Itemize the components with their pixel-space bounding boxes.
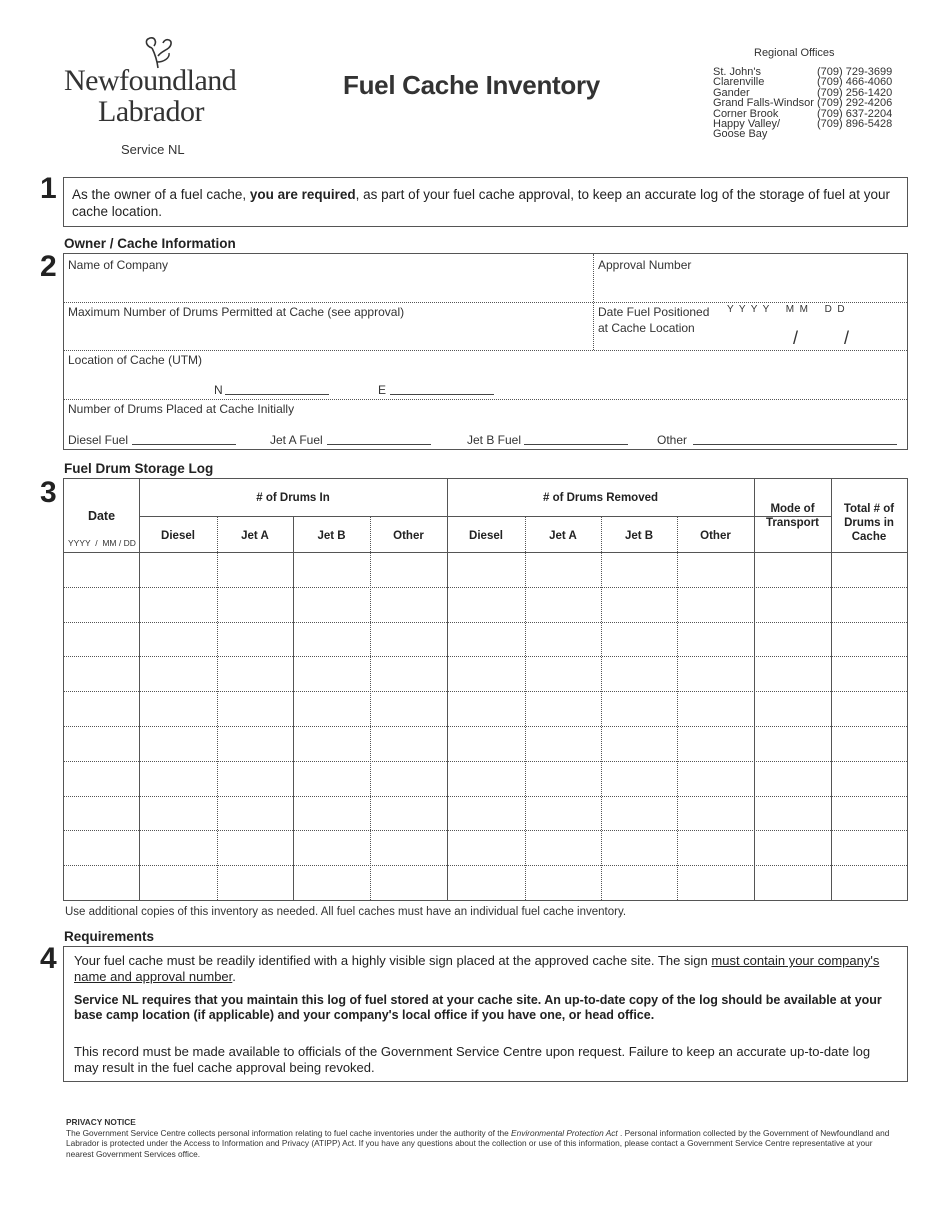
office-phone: (709) 896-5428 <box>817 118 893 130</box>
log-cell[interactable] <box>449 763 523 794</box>
requirement-sign-text: Your fuel cache must be readily identified with a highly visible sign placed at the approved cache site. The sign <box>74 953 712 968</box>
log-cell[interactable] <box>141 763 215 794</box>
log-cell[interactable] <box>449 728 523 759</box>
regional-offices-title: Regional Offices <box>754 47 835 59</box>
drums-in-subheader: Diesel <box>161 530 195 542</box>
jet-b-fuel-label: Jet B Fuel <box>467 433 522 447</box>
section-number-3: 3 <box>40 476 57 509</box>
divider <box>754 479 755 900</box>
log-cell[interactable] <box>372 728 445 759</box>
privacy-act: Environmental Protection Act <box>511 1127 618 1138</box>
log-cell[interactable] <box>679 658 752 689</box>
office-name: Gander <box>713 86 750 99</box>
divider <box>677 516 678 900</box>
log-cell[interactable] <box>66 624 137 655</box>
log-cell[interactable] <box>527 728 599 759</box>
office-name: Clarenville <box>713 76 765 89</box>
max-drums-label: Maximum Number of Drums Permitted at Cache (see approval) <box>68 305 405 319</box>
log-cell[interactable] <box>449 624 523 655</box>
log-cell[interactable] <box>141 832 215 863</box>
log-cell[interactable] <box>756 728 829 759</box>
log-cell[interactable] <box>833 589 905 620</box>
drums-in-header: # of Drums In <box>256 492 330 504</box>
row-divider <box>64 865 907 866</box>
log-cell[interactable] <box>679 798 752 829</box>
log-cell[interactable] <box>603 832 675 863</box>
office-phone: (709) 729-3699 <box>817 66 893 78</box>
log-cell[interactable] <box>603 728 675 759</box>
privacy-title: PRIVACY NOTICE <box>66 1117 136 1127</box>
company-name-label: Name of Company <box>68 258 169 272</box>
log-cell[interactable] <box>603 589 675 620</box>
drums-removed-subheader: Other <box>700 530 731 542</box>
company-name-field[interactable] <box>66 272 590 300</box>
date-slash-1: / <box>793 328 799 348</box>
date-header: Date <box>87 509 116 523</box>
logo-line-2: Labrador <box>98 95 204 128</box>
log-cell[interactable] <box>833 693 905 724</box>
log-cell[interactable] <box>756 693 829 724</box>
log-cell[interactable] <box>295 693 368 724</box>
privacy-text-before: The Government Service Centre collects personal information relating to fuel cache inventories under the authority of the <box>66 1127 512 1138</box>
requirement-log-bold: Service NL requires that you maintain this log of fuel stored at your cache site. An up-to-date copy of the log should be available at your base camp location (if applicable) and your company's local office if you have one, or head office. <box>74 993 882 1022</box>
office-name: St. John's <box>713 66 761 78</box>
log-cell[interactable] <box>833 554 905 585</box>
log-cell[interactable] <box>372 624 445 655</box>
drums-removed-subheader: Diesel <box>469 530 503 542</box>
divider <box>64 350 907 351</box>
log-cell[interactable] <box>527 763 599 794</box>
intro-text-before: As the owner of a fuel cache, <box>72 187 250 202</box>
logo-line-1: Newfoundland <box>64 64 237 97</box>
log-cell[interactable] <box>527 798 599 829</box>
section-number-2: 2 <box>40 250 57 283</box>
log-cell[interactable] <box>66 798 137 829</box>
log-cell[interactable] <box>66 867 137 898</box>
jet-a-fuel-field[interactable] <box>327 444 431 445</box>
log-cell[interactable] <box>372 658 445 689</box>
log-cell[interactable] <box>833 867 905 898</box>
date-fuel-field[interactable] <box>724 318 904 348</box>
jet-a-fuel-label: Jet A Fuel <box>270 433 323 447</box>
log-cell[interactable] <box>372 798 445 829</box>
northing-label: N <box>214 383 223 397</box>
row-divider <box>64 796 907 797</box>
log-cell[interactable] <box>141 554 215 585</box>
page-title: Fuel Cache Inventory <box>343 70 600 100</box>
log-cell[interactable] <box>449 798 523 829</box>
log-cell[interactable] <box>141 728 215 759</box>
divider <box>64 399 907 400</box>
office-name: Corner Brook <box>713 107 779 120</box>
date-format-header: YYYY / MM / DD <box>68 538 136 548</box>
section-number-4: 4 <box>40 942 57 975</box>
privacy-text-after: . Personal information collected by the Government of Newfoundland and Labrador is protected under the Access to Information and Privacy (ATIPP) Act. If you have any questions about the collection or use of this information, please contact a Government Service Centre representative at your nearest Government Services office. <box>66 1127 890 1159</box>
divider <box>525 516 526 900</box>
log-cell[interactable] <box>449 832 523 863</box>
log-cell[interactable] <box>141 693 215 724</box>
mode-of-transport-header: Mode of Transport <box>765 503 820 529</box>
log-cell[interactable] <box>603 798 675 829</box>
log-cell[interactable] <box>66 728 137 759</box>
divider <box>217 516 218 900</box>
easting-label: E <box>378 383 387 397</box>
service-nl-label: Service NL <box>121 142 185 157</box>
row-divider <box>64 656 907 657</box>
log-cell[interactable] <box>66 554 137 585</box>
office-name: Goose Bay <box>713 128 768 141</box>
log-cell[interactable] <box>603 658 675 689</box>
log-cell[interactable] <box>603 693 675 724</box>
owner-cache-form <box>63 253 908 450</box>
log-cell[interactable] <box>295 798 368 829</box>
divider <box>64 552 907 553</box>
log-cell[interactable] <box>449 589 523 620</box>
row-divider <box>64 830 907 831</box>
log-cell[interactable] <box>833 798 905 829</box>
requirements-title: Requirements <box>64 929 155 944</box>
log-cell[interactable] <box>219 624 291 655</box>
date-fuel-label-2: at Cache Location <box>598 321 695 335</box>
log-cell[interactable] <box>66 693 137 724</box>
intro-text-bold: you are required <box>249 187 356 202</box>
log-cell[interactable] <box>527 589 599 620</box>
log-cell[interactable] <box>756 798 829 829</box>
log-cell[interactable] <box>141 658 215 689</box>
approval-number-field[interactable] <box>596 272 904 300</box>
divider <box>601 516 602 900</box>
log-cell[interactable] <box>141 589 215 620</box>
approval-number-label: Approval Number <box>598 258 692 272</box>
drums-removed-subheader: Jet B <box>624 530 654 542</box>
divider <box>370 516 371 900</box>
divider <box>64 302 907 303</box>
owner-cache-title: Owner / Cache Information <box>64 236 236 251</box>
storage-log-title: Fuel Drum Storage Log <box>64 461 214 476</box>
date-slash-2: / <box>844 328 850 348</box>
log-cell[interactable] <box>141 798 215 829</box>
log-cell[interactable] <box>679 554 752 585</box>
log-cell[interactable] <box>219 554 291 585</box>
log-cell[interactable] <box>219 763 291 794</box>
log-cell[interactable] <box>527 867 599 898</box>
log-cell[interactable] <box>295 867 368 898</box>
log-cell[interactable] <box>756 554 829 585</box>
log-cell[interactable] <box>449 658 523 689</box>
log-cell[interactable] <box>66 658 137 689</box>
log-cell[interactable] <box>219 589 291 620</box>
log-cell[interactable] <box>679 763 752 794</box>
log-cell[interactable] <box>679 589 752 620</box>
log-cell[interactable] <box>66 832 137 863</box>
row-divider <box>64 587 907 588</box>
fuel-drum-log-table <box>63 478 908 901</box>
office-phone: (709) 637-2204 <box>817 107 893 120</box>
log-cell[interactable] <box>372 693 445 724</box>
other-fuel-field[interactable] <box>693 444 897 445</box>
diesel-fuel-field[interactable] <box>132 444 236 445</box>
log-cell[interactable] <box>603 763 675 794</box>
log-cell[interactable] <box>527 624 599 655</box>
northing-field[interactable] <box>225 394 329 395</box>
date-fuel-label-1: Date Fuel Positioned <box>598 305 710 319</box>
office-name: Happy Valley/ <box>713 118 781 130</box>
drums-removed-header: # of Drums Removed <box>542 492 659 504</box>
diesel-fuel-label: Diesel Fuel <box>68 433 129 447</box>
log-cell[interactable] <box>372 763 445 794</box>
log-cell[interactable] <box>219 832 291 863</box>
log-cell[interactable] <box>66 589 137 620</box>
row-divider <box>64 691 907 692</box>
requirement-availability: This record must be made available to officials of the Government Service Centre upon request. Failure to keep an accurate up-to-date log may result in the fuel cache approval being revoked. <box>74 1044 871 1075</box>
requirement-sign <box>74 953 897 985</box>
log-cell[interactable] <box>679 867 752 898</box>
row-divider <box>64 761 907 762</box>
max-drums-field[interactable] <box>66 320 590 348</box>
log-cell[interactable] <box>372 589 445 620</box>
log-cell[interactable] <box>219 728 291 759</box>
log-cell[interactable] <box>66 763 137 794</box>
log-cell[interactable] <box>219 798 291 829</box>
location-label: Location of Cache (UTM) <box>68 353 203 367</box>
log-cell[interactable] <box>295 589 368 620</box>
log-cell[interactable] <box>295 763 368 794</box>
log-cell[interactable] <box>756 763 829 794</box>
log-cell[interactable] <box>219 693 291 724</box>
log-cell[interactable] <box>449 867 523 898</box>
divider <box>139 516 831 517</box>
log-cell[interactable] <box>679 624 752 655</box>
log-cell[interactable] <box>527 658 599 689</box>
requirement-sign-underline: must contain your company's name and approval number <box>74 953 880 984</box>
log-cell[interactable] <box>756 658 829 689</box>
log-cell[interactable] <box>219 658 291 689</box>
log-cell[interactable] <box>527 693 599 724</box>
divider <box>293 516 294 900</box>
log-cell[interactable] <box>141 867 215 898</box>
log-cell[interactable] <box>372 867 445 898</box>
log-cell[interactable] <box>833 658 905 689</box>
jet-b-fuel-field[interactable] <box>524 444 628 445</box>
requirement-sign-end: . <box>232 969 236 984</box>
drums-initially-label: Number of Drums Placed at Cache Initially <box>68 402 295 416</box>
log-cell[interactable] <box>449 693 523 724</box>
total-in-cache-header: Total # of Drums in Cache <box>843 503 895 543</box>
log-cell[interactable] <box>756 589 829 620</box>
log-cell[interactable] <box>372 554 445 585</box>
log-cell[interactable] <box>295 658 368 689</box>
date-format-hint: Y Y Y Y M M D D <box>727 304 845 315</box>
drums-removed-subheader: Jet A <box>549 530 577 542</box>
additional-copies-note: Use additional copies of this inventory as needed. All fuel caches must have an individual fuel cache inventory. <box>65 906 627 918</box>
office-phone: (709) 466-4060 <box>817 76 893 89</box>
log-cell[interactable] <box>219 867 291 898</box>
log-cell[interactable] <box>756 867 829 898</box>
other-fuel-label: Other <box>657 433 688 447</box>
requirements-box <box>63 946 908 1082</box>
row-divider <box>64 726 907 727</box>
log-cell[interactable] <box>527 554 599 585</box>
log-cell[interactable] <box>756 624 829 655</box>
divider <box>593 254 594 350</box>
intro-box <box>63 177 908 227</box>
log-cell[interactable] <box>603 867 675 898</box>
office-phone: (709) 292-4206 <box>817 97 893 110</box>
log-cell[interactable] <box>295 554 368 585</box>
drums-in-subheader: Jet B <box>317 530 346 542</box>
government-logo <box>62 36 247 136</box>
log-cell[interactable] <box>603 624 675 655</box>
log-cell[interactable] <box>679 728 752 759</box>
intro-text-after: , as part of your fuel cache approval, to keep an accurate log of the storage of fuel at your cache location. <box>72 187 890 219</box>
log-cell[interactable] <box>833 728 905 759</box>
office-phone: (709) 256-1420 <box>817 86 893 99</box>
office-name: Grand Falls-Windsor <box>713 97 814 110</box>
log-cell[interactable] <box>295 728 368 759</box>
log-cell[interactable] <box>756 832 829 863</box>
log-cell[interactable] <box>527 832 599 863</box>
privacy-notice <box>66 1117 896 1159</box>
log-cell[interactable] <box>679 832 752 863</box>
log-cell[interactable] <box>372 832 445 863</box>
drums-in-subheader: Other <box>393 530 424 542</box>
log-cell[interactable] <box>833 624 905 655</box>
log-cell[interactable] <box>295 624 368 655</box>
log-cell[interactable] <box>679 693 752 724</box>
log-cell[interactable] <box>295 832 368 863</box>
easting-field[interactable] <box>390 394 494 395</box>
log-cell[interactable] <box>833 763 905 794</box>
log-cell[interactable] <box>833 832 905 863</box>
log-cell[interactable] <box>603 554 675 585</box>
section-number-1: 1 <box>40 172 57 205</box>
log-cell[interactable] <box>141 624 215 655</box>
log-cell[interactable] <box>449 554 523 585</box>
row-divider <box>64 622 907 623</box>
drums-in-subheader: Jet A <box>241 530 269 542</box>
